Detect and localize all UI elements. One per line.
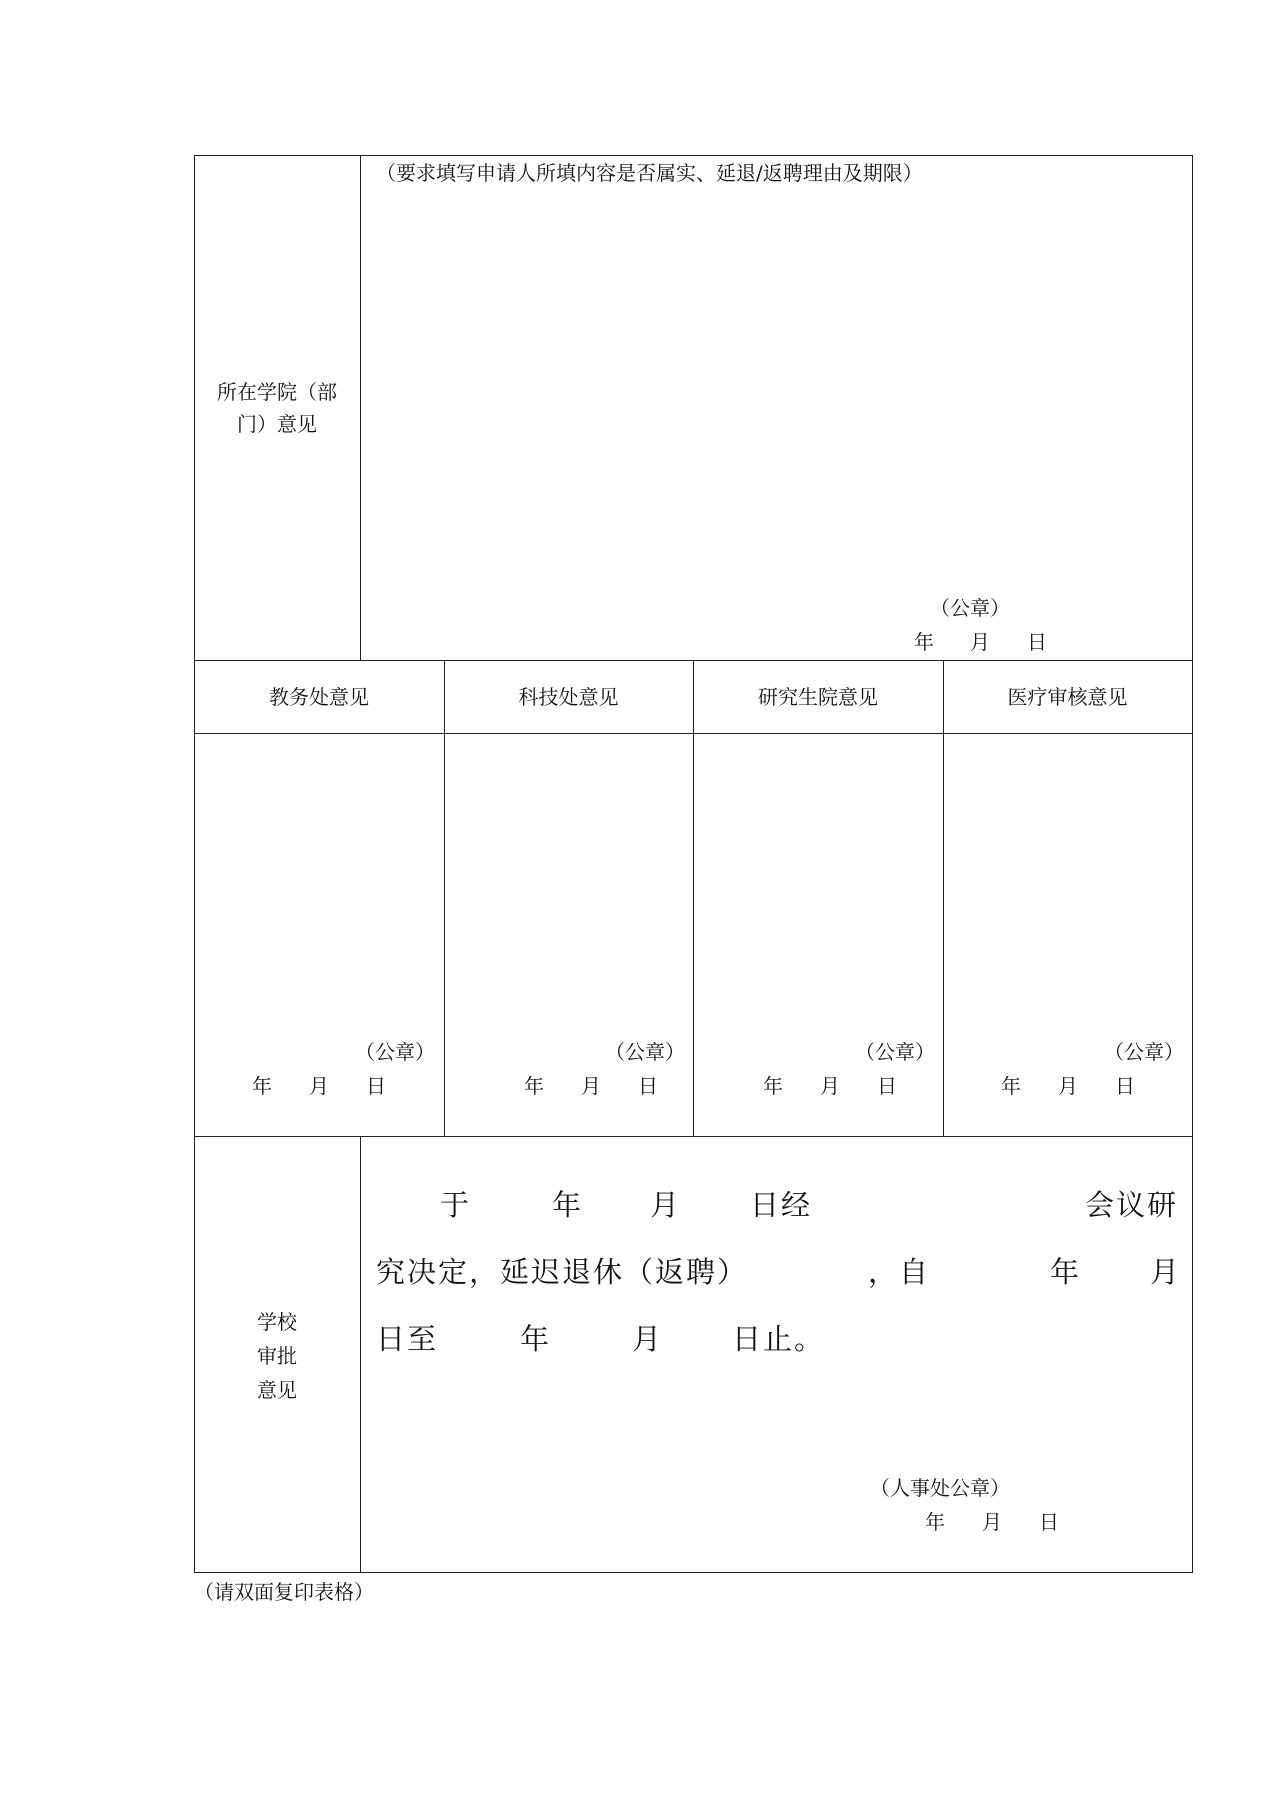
dept-date-month: 月 — [309, 1074, 329, 1098]
school-text: 于 — [440, 1188, 472, 1222]
dept-date-month: 月 — [820, 1074, 840, 1098]
college-opinion-label: 所在学院（部 — [217, 380, 337, 404]
dept-seal: （公章） — [855, 1040, 935, 1064]
dept-seal: （公章） — [355, 1040, 435, 1064]
dept-date-day: 日 — [638, 1074, 658, 1098]
dept-date-year: 年 — [524, 1074, 544, 1098]
dept-date-year: 年 — [252, 1074, 272, 1098]
row-divider — [194, 1136, 1193, 1137]
school-date-day: 日 — [1039, 1510, 1059, 1534]
school-text: 会议研 — [1085, 1188, 1179, 1222]
dept-header-science-tech: 科技处意见 — [518, 685, 619, 709]
dept-seal: （公章） — [605, 1040, 685, 1064]
dept-date-day: 日 — [877, 1074, 897, 1098]
school-approval-label: 学校 — [257, 1310, 297, 1334]
school-text: 究决定，延迟退休（返聘） — [376, 1255, 749, 1289]
dept-date-year: 年 — [1001, 1074, 1021, 1098]
school-date-year: 年 — [925, 1510, 945, 1534]
school-approval-label: 审批 — [257, 1344, 297, 1368]
school-text: 月 — [650, 1188, 682, 1222]
school-text: ，自 — [868, 1255, 931, 1289]
footer-note: （请双面复印表格） — [194, 1580, 374, 1604]
dept-seal: （公章） — [1104, 1040, 1184, 1064]
dept-date-month: 月 — [581, 1074, 601, 1098]
college-date-year: 年 — [914, 630, 934, 654]
school-text: 日至 — [376, 1322, 439, 1356]
college-date-day: 日 — [1027, 630, 1047, 654]
dept-date-day: 日 — [1115, 1074, 1135, 1098]
hr-seal: （人事处公章） — [870, 1476, 1010, 1500]
dept-header-academic-affairs: 教务处意见 — [269, 685, 369, 709]
column-divider — [444, 660, 445, 1136]
dept-date-day: 日 — [366, 1074, 386, 1098]
dept-header-graduate-school: 研究生院意见 — [758, 685, 878, 709]
school-text: 年 — [1050, 1255, 1082, 1289]
school-text: 月 — [1150, 1255, 1182, 1289]
school-text: 日经 — [750, 1188, 813, 1222]
school-text: 月 — [632, 1322, 664, 1356]
dept-header-medical-review: 医疗审核意见 — [1007, 685, 1128, 709]
table-border-top — [194, 155, 1193, 156]
school-approval-label: 意见 — [257, 1378, 297, 1402]
column-divider — [693, 660, 694, 1136]
dept-date-month: 月 — [1058, 1074, 1078, 1098]
school-text: 年 — [520, 1322, 552, 1356]
table-border-right — [1192, 155, 1193, 1573]
table-border-bottom — [194, 1572, 1193, 1573]
column-divider — [943, 660, 944, 1136]
column-divider — [360, 1136, 361, 1572]
school-text: 日止。 — [732, 1322, 826, 1356]
college-opinion-label-cont: 门）意见 — [237, 412, 317, 436]
college-seal: （公章） — [930, 596, 1010, 620]
school-date-month: 月 — [982, 1510, 1002, 1534]
dept-date-year: 年 — [763, 1074, 783, 1098]
college-date-month: 月 — [970, 630, 990, 654]
school-text: 年 — [552, 1188, 584, 1222]
college-instruction: （要求填写申请人所填内容是否属实、延退/返聘理由及期限） — [376, 161, 923, 185]
column-divider — [360, 155, 361, 660]
